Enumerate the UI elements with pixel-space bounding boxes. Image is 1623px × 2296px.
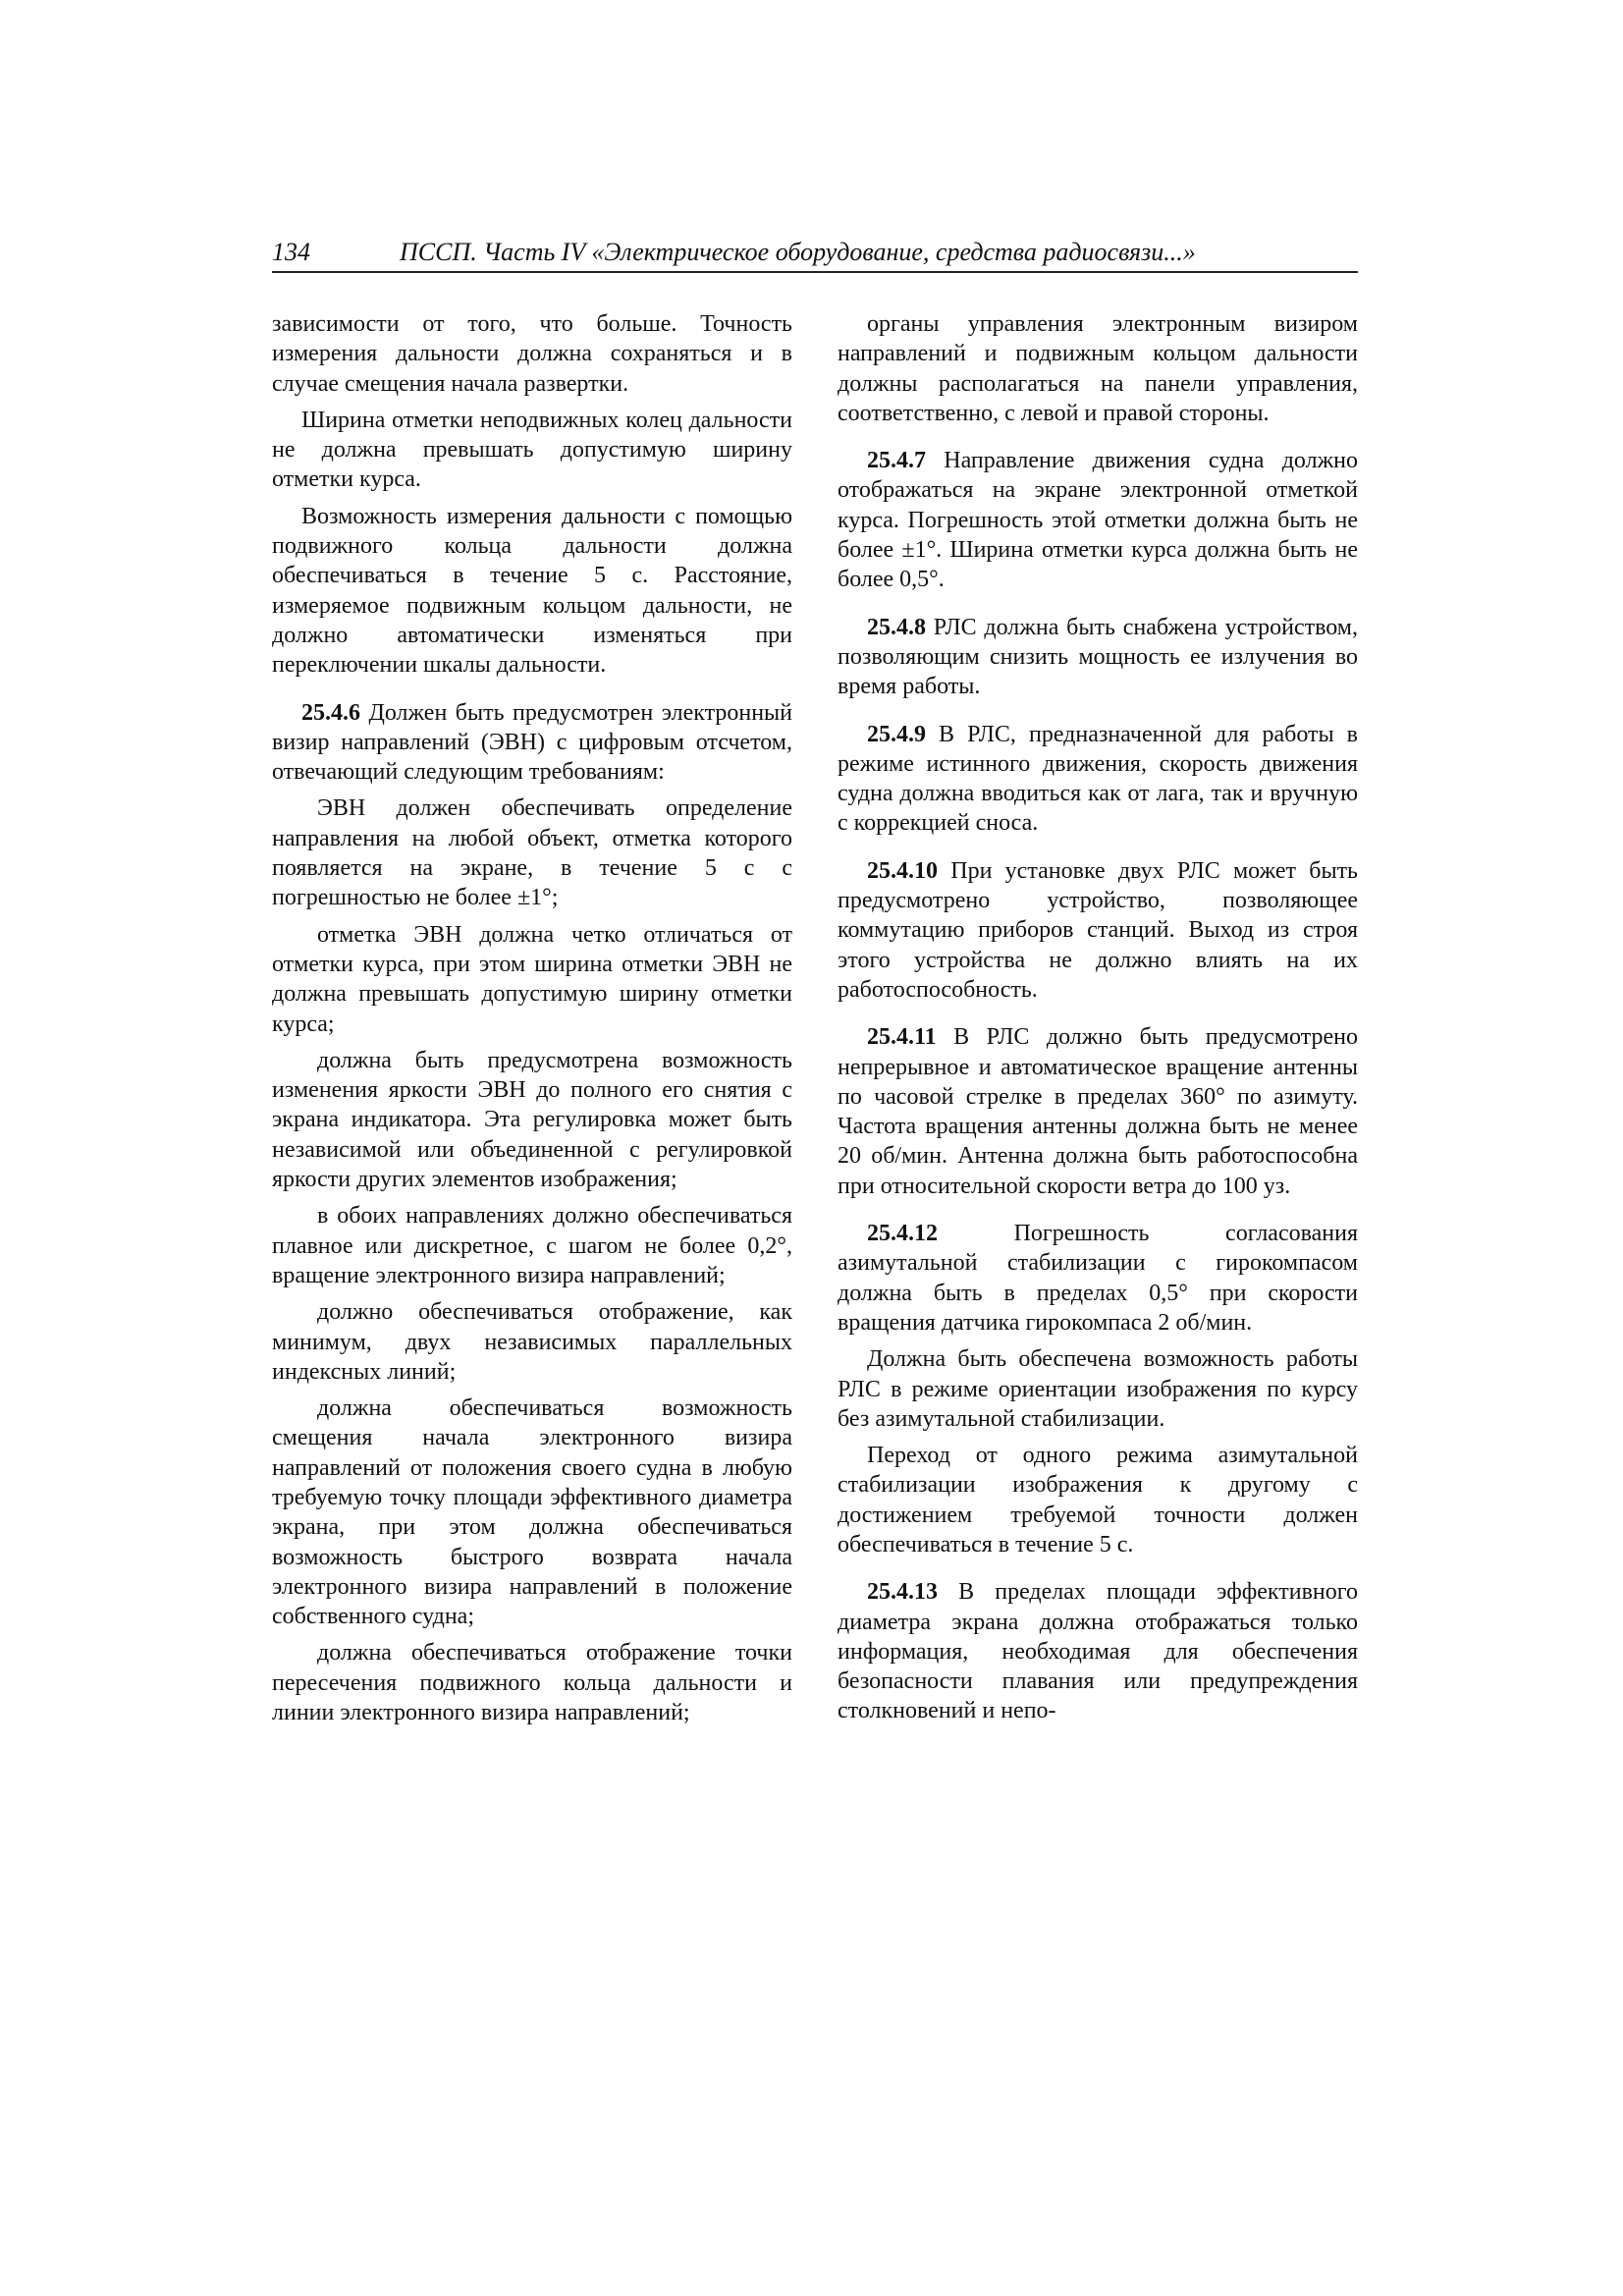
section-text: Должен быть предусмотрен электронный визир направлений (ЭВН) с цифровым отсчетом, отвечающий следующим требованиям:	[272, 699, 792, 786]
section-number: 25.4.10	[867, 857, 938, 884]
list-item: должна обеспечиваться возможность смещения начала электронного визира направлений от положения своего судна в любую требуемую точку площади эффективного диаметра экрана, при этом должна обеспечиваться возможность быстрого возврата начала электронного визира направлений в положение собственного судна;	[272, 1395, 792, 1630]
list-item: отметка ЭВН должна четко отличаться от отметки курса, при этом ширина отметки ЭВН не должна превышать допустимую ширину отметки курса;	[272, 921, 792, 1037]
list-item: должна обеспечиваться отображение точки пересечения подвижного кольца дальности и линии электронного визира направлений;	[272, 1640, 792, 1726]
paragraph: Должна быть обеспечена возможность работы РЛС в режиме ориентации изображения по курсу без азимутальной стабилизации.	[838, 1346, 1358, 1432]
paragraph: Переход от одного режима азимутальной стабилизации изображения к другому с достижением требуемой точности должен обеспечиваться в течение 5 с.	[838, 1443, 1358, 1558]
left-column	[272, 309, 792, 1734]
paragraph: органы управления электронным визиром направлений и подвижным кольцом дальности должны располагаться на панели управления, соответственно, с левой и правой стороны.	[838, 311, 1358, 426]
list-item: в обоих направлениях должно обеспечиваться плавное или дискретное, с шагом не более 0,2°, вращение электронного визира направлений;	[272, 1203, 792, 1288]
section-text: РЛС должна быть снабжена устройством, позволяющим снизить мощность ее излучения во время работы.	[838, 614, 1358, 700]
section-25-4-10	[838, 856, 1358, 1005]
section-number: 25.4.9	[867, 721, 926, 747]
section-25-4-9	[838, 720, 1358, 839]
section-text: В РЛС, предназначенной для работы в режиме истинного движения, скорость движения судна должна вводиться как от лага, так и вручную с коррекцией сноса.	[838, 721, 1358, 837]
paragraph: Возможность измерения дальности с помощью подвижного кольца дальности должна обеспечиваться в течение 5 с. Расстояние, измеряемое подвижным кольцом дальности, не должно автоматически изменяться при переключении шкалы дальности.	[272, 503, 792, 679]
section-25-4-6	[272, 698, 792, 788]
section-number: 25.4.6	[301, 699, 360, 726]
page-number: 134	[272, 238, 310, 266]
running-header	[272, 236, 1358, 273]
section-number: 25.4.13	[867, 1579, 938, 1606]
section-25-4-11	[838, 1022, 1358, 1201]
section-number: 25.4.7	[867, 448, 926, 474]
section-25-4-13	[838, 1577, 1358, 1725]
list-item: ЭВН должен обеспечивать определение направления на любой объект, отметка которого появляется на экране, в течение 5 с с погрешностью не более ±1°;	[272, 795, 792, 911]
paragraph: Ширина отметки неподвижных колец дальности не должна превышать допустимую ширину отметки курса.	[272, 407, 792, 493]
running-title: ПССП. Часть IV «Электрическое оборудование, средства радиосвязи...»	[400, 238, 1196, 266]
section-text: При установке двух РЛС может быть предусмотрено устройство, позволяющее коммутацию приборов станций. Выход из строя этого устройства не должно влиять на их работоспособность.	[838, 857, 1358, 1003]
section-text: Направление движения судна должно отображаться на экране электронной отметкой курса. Погрешность этой отметки должна быть не более ±1°. Ширина отметки курса должна быть не более 0,5°.	[838, 448, 1358, 593]
paragraph: зависимости от того, что больше. Точность измерения дальности должна сохраняться и в случае смещения начала развертки.	[272, 311, 792, 397]
list-item: должна быть предусмотрена возможность изменения яркости ЭВН до полного его снятия с экрана индикатора. Эта регулировка может быть независимой или объединенной с регулировкой яркости других элементов изображения;	[272, 1047, 792, 1193]
section-text: В РЛС должно быть предусмотрено непрерывное и автоматическое вращение антенны по часовой стрелке в пределах 360° по азимуту. Частота вращения антенны должна быть не менее 20 об/мин. Антенна должна быть работоспособна при относительной скорости ветра до 100 уз.	[838, 1024, 1358, 1199]
section-25-4-8	[838, 613, 1358, 702]
list-item: должно обеспечиваться отображение, как минимум, двух независимых параллельных индексных линий;	[272, 1299, 792, 1385]
section-25-4-12	[838, 1219, 1358, 1338]
section-number: 25.4.8	[867, 614, 926, 640]
section-number: 25.4.11	[867, 1024, 937, 1051]
section-number: 25.4.12	[867, 1221, 938, 1247]
right-column	[838, 309, 1358, 1733]
section-text: В пределах площади эффективного диаметра экрана должна отображаться только информация, необходимая для обеспечения безопасности плавания или предупреждения столкновений и непо-	[838, 1579, 1358, 1724]
section-text: Погрешность согласования азимутальной стабилизации с гирокомпасом должна быть в пределах 0,5° при скорости вращения датчика гирокомпаса 2 об/мин.	[838, 1221, 1358, 1336]
section-25-4-7	[838, 446, 1358, 594]
